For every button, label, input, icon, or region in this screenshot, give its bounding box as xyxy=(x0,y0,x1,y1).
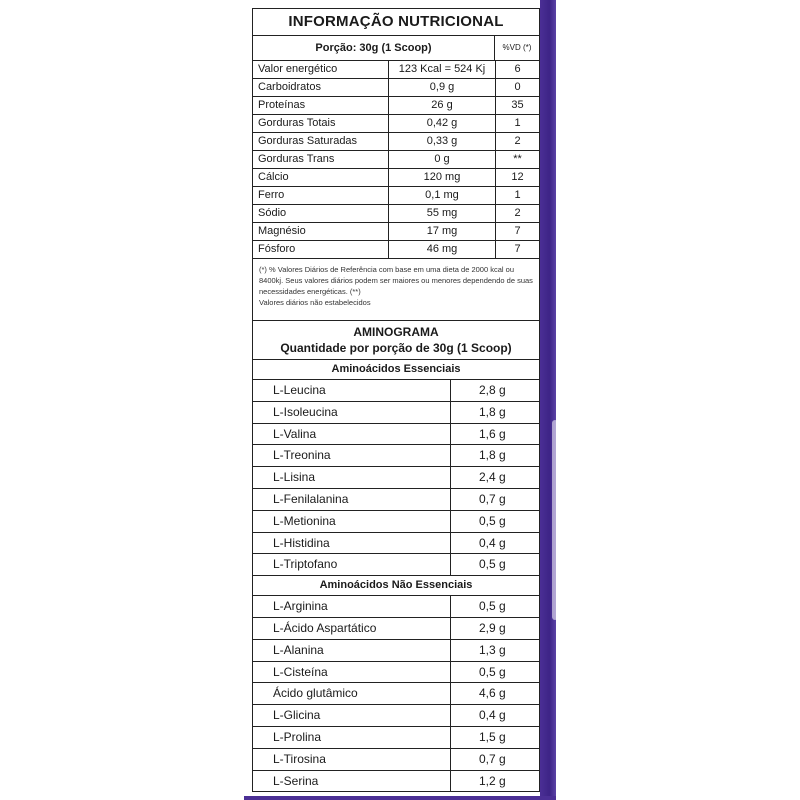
amino-row xyxy=(253,489,539,511)
amino-name: L-Ácido Aspartático xyxy=(253,618,451,639)
nutrient-amount: 0 g xyxy=(389,151,496,168)
footnote-not-established: Valores diários não estabelecidos xyxy=(259,298,371,307)
nutrient-row xyxy=(253,151,539,169)
amino-name: L-Tirosina xyxy=(253,749,451,770)
aminogram-subtitle: Quantidade por porção de 30g (1 Scoop) xyxy=(253,340,539,360)
amino-name: L-Lisina xyxy=(253,467,451,488)
amino-amount: 0,5 g xyxy=(479,664,506,679)
packaging-bottom-edge xyxy=(244,796,556,800)
nutrition-table xyxy=(253,61,539,259)
nutrient-vd: 1 xyxy=(514,189,521,201)
nutrient-amount: 0,33 g xyxy=(389,133,496,150)
nutrient-amount: 123 Kcal = 524 Kj xyxy=(389,61,496,78)
nutrient-name: Gorduras Trans xyxy=(253,151,389,168)
nutrient-row xyxy=(253,169,539,187)
amino-amount: 4,6 g xyxy=(479,686,506,701)
nutrient-row xyxy=(253,115,539,133)
amino-amount: 0,4 g xyxy=(479,535,506,550)
amino-amount: 0,7 g xyxy=(479,751,506,766)
nutrient-row xyxy=(253,205,539,223)
nutrient-row xyxy=(253,61,539,79)
amino-amount: 0,4 g xyxy=(479,708,506,723)
nutrition-label xyxy=(252,8,540,792)
nutrient-amount: 0,42 g xyxy=(389,115,496,132)
amino-row xyxy=(253,771,539,792)
amino-name: L-Triptofano xyxy=(253,554,451,575)
nutrient-vd: 7 xyxy=(514,243,521,255)
nutrient-name: Ferro xyxy=(253,187,389,204)
essential-table xyxy=(253,380,539,575)
amino-amount: 1,2 g xyxy=(479,773,506,788)
nutrient-name: Gorduras Totais xyxy=(253,115,389,132)
amino-row xyxy=(253,380,539,402)
amino-amount: 0,5 g xyxy=(479,557,506,572)
amino-name: L-Metionina xyxy=(253,511,451,532)
amino-row xyxy=(253,749,539,771)
portion-label: Porção: 30g (1 Scoop) xyxy=(253,36,495,60)
nutrient-name: Gorduras Saturadas xyxy=(253,133,389,150)
nutrient-row xyxy=(253,241,539,259)
amino-name: L-Valina xyxy=(253,424,451,445)
footnote xyxy=(253,259,539,321)
nutrient-row xyxy=(253,97,539,115)
nutrient-vd: 12 xyxy=(511,171,524,183)
nutrient-amount: 0,1 mg xyxy=(389,187,496,204)
amino-name: L-Cisteína xyxy=(253,662,451,683)
nutrient-amount: 55 mg xyxy=(389,205,496,222)
amino-row xyxy=(253,533,539,555)
nutrient-amount: 120 mg xyxy=(389,169,496,186)
nutrient-row xyxy=(253,133,539,151)
amino-amount: 1,8 g xyxy=(479,448,506,463)
nutrient-name: Sódio xyxy=(253,205,389,222)
amino-name: Ácido glutâmico xyxy=(253,683,451,704)
amino-amount: 1,5 g xyxy=(479,729,506,744)
vd-header: %VD (*) xyxy=(502,43,532,52)
amino-row xyxy=(253,640,539,662)
nutrient-vd: 2 xyxy=(514,135,521,147)
amino-row xyxy=(253,445,539,467)
nutrient-vd: 1 xyxy=(514,117,521,129)
amino-amount: 1,8 g xyxy=(479,404,506,419)
amino-amount: 2,4 g xyxy=(479,470,506,485)
nutrition-title: INFORMAÇÃO NUTRICIONAL xyxy=(253,9,539,36)
nutrient-name: Cálcio xyxy=(253,169,389,186)
amino-amount: 0,7 g xyxy=(479,491,506,506)
amino-amount: 2,9 g xyxy=(479,620,506,635)
aminogram-title: AMINOGRAMA xyxy=(353,325,439,339)
nutrient-vd: ** xyxy=(513,153,522,165)
amino-amount: 1,3 g xyxy=(479,642,506,657)
amino-row xyxy=(253,618,539,640)
amino-amount: 2,8 g xyxy=(479,383,506,397)
amino-row xyxy=(253,596,539,618)
footnote-reference: (*) % Valores Diários de Referência com base em uma dieta de 2000 kcal ou 8400kj. Seus valores diários podem ser maiores ou menores dependendo de suas necessidades energéticas. (**) xyxy=(259,265,533,296)
amino-row xyxy=(253,511,539,533)
nutrient-name: Valor energético xyxy=(253,61,389,78)
amino-name: L-Leucina xyxy=(253,380,451,401)
amino-row xyxy=(253,662,539,684)
amino-name: L-Serina xyxy=(253,771,451,792)
amino-row xyxy=(253,727,539,749)
essential-header: Aminoácidos Essenciais xyxy=(253,360,539,380)
nutrient-name: Fósforo xyxy=(253,241,389,258)
non-essential-header: Aminoácidos Não Essenciais xyxy=(253,575,539,596)
nutrient-vd: 6 xyxy=(514,63,521,75)
amino-row xyxy=(253,467,539,489)
amino-name: L-Prolina xyxy=(253,727,451,748)
amino-row xyxy=(253,554,539,575)
amino-amount: 1,6 g xyxy=(479,426,506,441)
nutrient-name: Proteínas xyxy=(253,97,389,114)
nutrient-amount: 0,9 g xyxy=(389,79,496,96)
amino-row xyxy=(253,705,539,727)
nutrient-vd: 35 xyxy=(511,99,524,111)
nutrient-vd: 0 xyxy=(514,81,521,93)
nutrient-vd: 7 xyxy=(514,225,521,237)
nutrient-row xyxy=(253,79,539,97)
nutrient-row xyxy=(253,187,539,205)
nutrient-amount: 26 g xyxy=(389,97,496,114)
amino-name: L-Isoleucina xyxy=(253,402,451,423)
portion-row xyxy=(253,36,539,61)
amino-row xyxy=(253,402,539,424)
amino-row xyxy=(253,424,539,446)
nutrient-row xyxy=(253,223,539,241)
amino-name: L-Histidina xyxy=(253,533,451,554)
amino-name: L-Arginina xyxy=(253,596,451,617)
non-essential-table xyxy=(253,596,539,791)
packaging-edge xyxy=(540,0,556,800)
nutrient-name: Magnésio xyxy=(253,223,389,240)
amino-row xyxy=(253,683,539,705)
nutrient-amount: 17 mg xyxy=(389,223,496,240)
amino-amount: 0,5 g xyxy=(479,599,506,614)
amino-name: L-Fenilalanina xyxy=(253,489,451,510)
nutrient-name: Carboidratos xyxy=(253,79,389,96)
nutrient-amount: 46 mg xyxy=(389,241,496,258)
amino-name: L-Treonina xyxy=(253,445,451,466)
amino-name: L-Alanina xyxy=(253,640,451,661)
amino-name: L-Glicina xyxy=(253,705,451,726)
nutrient-vd: 2 xyxy=(514,207,521,219)
amino-amount: 0,5 g xyxy=(479,513,506,528)
